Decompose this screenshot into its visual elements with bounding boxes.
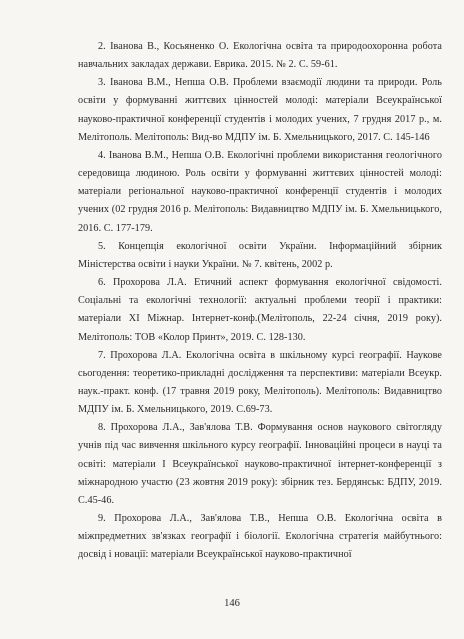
reference-entry: 8. Прохорова Л.А., Зав'ялова Т.В. Формування основ наукового світогляду учнів під час вивчення шкільного курсу географії. Інноваційні процеси в науці та освіті: матеріали І Всеукраїнської науково-практичної інтернет-конференції з міжнародною участю (23 жовтня 2019 року): збірник тез. Бердянськ: БДПУ, 2019. С.45-46. — [78, 422, 442, 506]
reference-entry: 4. Іванова В.М., Непша О.В. Екологічні проблеми використання геологічного середовища людиною. Роль освіти у формуванні життєвих цінностей молоді: матеріали регіональної науково-практичної конференції студентів і молодих учених (02 грудня 2016 р. Мелітополь: Видавництво МДПУ ім. Б. Хмельницького, 2016. С. 177-179. — [78, 149, 442, 234]
page-number: 146 — [224, 598, 240, 609]
reference-entry: 7. Прохорова Л.А. Екологічна освіта в шкільному курсі географії. Наукове сьогодення: теоретико-прикладні дослідження та перспективи: матеріали Всеукр. наук.-практ. конф. (17 травня 2019 року, Мелітополь). Мелітополь: Видавництво МДПУ ім. Б. Хмельницького, 2019. С.69-73. — [78, 349, 442, 416]
reference-list — [78, 38, 442, 565]
reference-entry: 6. Прохорова Л.А. Етичний аспект формування екологічної свідомості. Соціальні та екологічні технології: актуальні проблеми теорії і практики: матеріали XI Міжнар. Інтернет-конф.(Мелітополь, 22-24 січня, 2019 року). Мелітополь: ТОВ «Колор Принт», 2019. С. 128-130. — [78, 277, 442, 343]
reference-entry: 9. Прохорова Л.А., Зав'ялова Т.В., Непша О.В. Екологічна освіта в міжпредметних зв'язках географії і біології. Екологічна стратегія майбутнього: досвід і новації: матеріали Всеукраїнської науково-практичної — [78, 513, 442, 561]
reference-entry: 3. Іванова В.М., Непша О.В. Проблеми взаємодії людини та природи. Роль освіти у формуванні життєвих цінностей молоді: матеріали Всеукраїнської науково-практичної конференції студентів і молодих учених, 7 грудня 2017 р., м. Мелітополь. Мелітополь: Вид-во МДПУ ім. Б. Хмельницького, 2017. С. 145-146 — [78, 77, 442, 143]
reference-entry: 5. Концепція екологічної освіти України. Інформаційний збірник Міністерства освіти і науки України. № 7. квітень, 2002 р. — [78, 240, 442, 270]
reference-entry: 2. Іванова В., Косьяненко О. Екологічна освіта та природоохоронна робота навчальних закладах держави. Еврика. 2015. № 2. С. 59-61. — [78, 41, 442, 71]
